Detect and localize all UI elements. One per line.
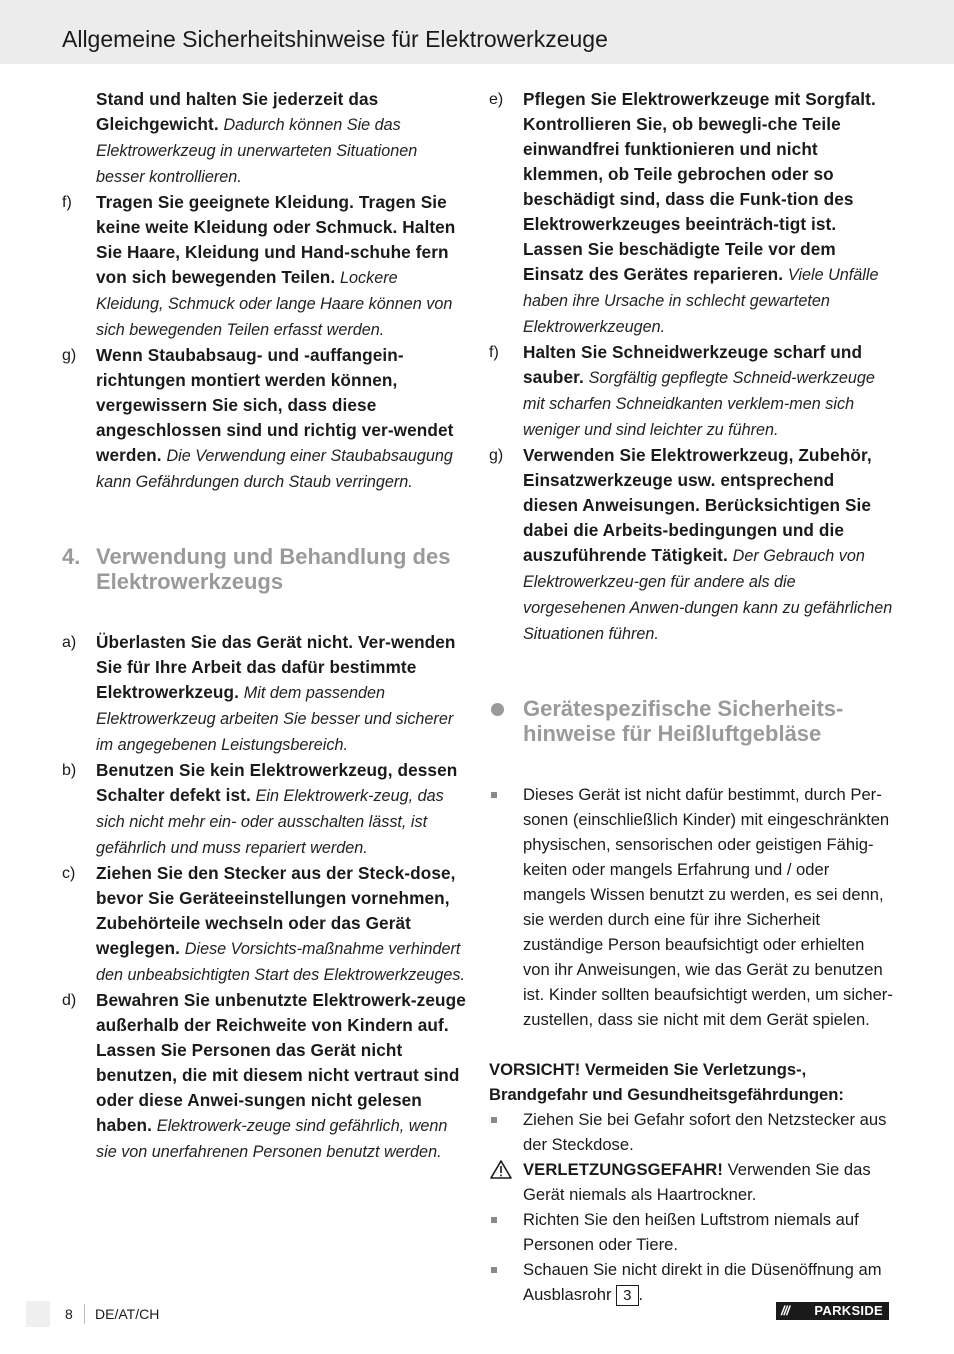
page-number: 8 xyxy=(65,1306,73,1322)
list-item xyxy=(62,758,467,861)
list-item xyxy=(62,861,467,988)
continued-item xyxy=(62,87,467,190)
square-bullet-icon xyxy=(491,792,497,798)
list-item xyxy=(489,340,894,443)
list-item xyxy=(62,630,467,758)
item-italic-text: Lockere Kleidung, Schmuck oder lange Haare können von sich bewegenden Teilen erfasst werden. xyxy=(96,269,453,339)
item-italic-text: Sorgfältig gepflegte Schneid-werkzeuge mit scharfen Schneidkanten verklem-men sich weniger und sind leichter zu führen. xyxy=(523,369,875,439)
section-heading xyxy=(62,544,467,594)
item-bold-text: Wenn Staubabsaug- und -auffangein-richtungen montiert werden können, vergewissern Sie sich, dass diese angeschlossen sind und richtig ver-wendet werden. xyxy=(96,345,454,465)
item-label: f) xyxy=(489,344,499,361)
item-italic-text: Elektrowerk-zeuge sind gefährlich, wenn sie von unerfahrenen Personen benutzt werden. xyxy=(96,1117,448,1161)
item-bold-text: Halten Sie Schneidwerkzeuge scharf und sauber. xyxy=(523,342,863,387)
bullet-text: Richten Sie den heißen Luftstrom niemals auf Personen oder Tiere. xyxy=(523,1210,859,1254)
warning-text: Verwenden Sie das Gerät niemals als Haartrockner. xyxy=(523,1160,871,1204)
list-item xyxy=(62,988,467,1165)
list-item xyxy=(62,190,467,343)
item-bold-text: Verwenden Sie Elektrowerkzeug, Zubehör, Einsatzwerkzeuge usw. entsprechend diesen Anweisungen. Berücksichtigen Sie dabei die Arbeits-bedingungen und die auszuführende Tätigkeit. xyxy=(523,445,872,565)
bullet-text: Schauen Sie nicht direkt in die Düsenöffnung am Ausblasrohr xyxy=(523,1260,882,1304)
left-column xyxy=(62,87,467,1165)
item-bold-text: Bewahren Sie unbenutzte Elektrowerk-zeuge außerhalb der Reichweite von Kindern auf. Lassen Sie Personen das Gerät nicht benutzen, die mit diesem nicht vertraut sind oder diese Anwei-sungen nicht gelesen haben. xyxy=(96,990,466,1135)
bullet-item xyxy=(489,1257,894,1307)
warning-bold-text: VERLETZUNGSGEFAHR! xyxy=(523,1160,724,1179)
item-italic-text: Dadurch können Sie das Elektrowerkzeug in unerwarteten Situationen besser kontrollieren. xyxy=(96,116,418,186)
item-italic-text: Viele Unfälle haben ihre Ursache in schlecht gewarteten Elektrowerkzeugen. xyxy=(523,266,879,336)
region-code: DE/AT/CH xyxy=(95,1306,160,1322)
item-italic-text: Die Verwendung einer Staubabsaugung kann Gefährdungen durch Staub verringern. xyxy=(96,447,453,491)
item-italic-text: Ein Elektrowerk-zeug, das sich nicht mehr ein- oder ausschalten lässt, ist gefährlich und muss repariert werden. xyxy=(96,787,444,857)
footer-divider xyxy=(84,1304,85,1324)
right-column xyxy=(489,87,894,1307)
caution-heading: VORSICHT! Vermeiden Sie Verletzungs-, Brandgefahr und Gesundheitsgefährdungen: xyxy=(489,1060,844,1104)
item-bold-text: Benutzen Sie kein Elektrowerkzeug, dessen Schalter defekt ist. xyxy=(96,760,458,805)
bullet-dot-icon xyxy=(491,703,504,716)
bullet-text: Dieses Gerät ist nicht dafür bestimmt, durch Per-sonen (einschließlich Kinder) mit eingeschränkten physischen, sensorischen oder geistigen Fähig-keiten oder mangels Erfahrung und / oder mangels Wissen benutzt zu werden, es sei denn, sie werden durch eine für ihre Sicherheit zuständige Person beaufsichtigt oder erhielten von ihr Anweisungen, wie das Gerät zu benutzen ist. Kinder sollten beaufsichtigt werden, um sicher-zustellen, dass sie nicht mit dem Gerät spielen. xyxy=(523,785,893,1029)
bullet-end-punct: . xyxy=(638,1285,644,1304)
item-label: e) xyxy=(489,91,504,108)
item-bold-text: Ziehen Sie den Stecker aus der Steck-dose, bevor Sie Geräteeinstellungen vornehmen, Zubehörteile wechseln oder das Gerät weglegen. xyxy=(96,863,456,958)
warning-item xyxy=(489,1157,894,1207)
item-label: f) xyxy=(62,194,72,211)
part-reference-box: 3 xyxy=(616,1285,638,1306)
section-title: Gerätespezifische Sicherheits-hinweise für Heißluftgebläse xyxy=(523,696,844,746)
item-bold-text: Pflegen Sie Elektrowerkzeuge mit Sorgfalt. Kontrollieren Sie, ob bewegli-che Teile einwandfrei funktionieren und nicht klemmen, ob Teile gebrochen oder so beschädigt sind, dass die Funk-tion des Elektrowerkzeuges beeinträch-tigt ist. Lassen Sie beschädigte Teile vor dem Einsatz des Gerätes reparieren. xyxy=(523,89,876,284)
bullet-item xyxy=(489,1207,894,1257)
bullet-text: Ziehen Sie bei Gefahr sofort den Netzstecker aus der Steckdose. xyxy=(523,1110,887,1154)
item-bold-text: Stand und halten Sie jederzeit das Gleichgewicht. xyxy=(96,89,379,134)
logo-stripes: /// xyxy=(781,1303,789,1318)
item-label: g) xyxy=(489,447,504,464)
square-bullet-icon xyxy=(491,1217,497,1223)
section-number: 4. xyxy=(62,544,81,569)
list-item xyxy=(489,87,894,340)
section-title: Verwendung und Behandlung des Elektrowerkzeugs xyxy=(96,544,451,594)
section-heading xyxy=(489,696,894,746)
item-italic-text: Der Gebrauch von Elektrowerkzeu-gen für andere als die vorgesehenen Anwen-dungen kann zu gefährlichen Situationen führen. xyxy=(523,547,893,643)
footer-marker xyxy=(26,1301,50,1327)
bullet-item xyxy=(489,1107,894,1157)
square-bullet-icon xyxy=(491,1117,497,1123)
item-label: c) xyxy=(62,865,76,882)
item-label: b) xyxy=(62,762,77,779)
item-italic-text: Diese Vorsichts-maßnahme verhindert den unbeabsichtigten Start des Elektrowerkzeuges. xyxy=(96,940,465,984)
list-item xyxy=(62,343,467,495)
item-bold-text: Tragen Sie geeignete Kleidung. Tragen Sie keine weite Kleidung oder Schmuck. Halten Sie Haare, Kleidung und Hand-schuhe fern von sich bewegenden Teilen. xyxy=(96,192,456,287)
square-bullet-icon xyxy=(491,1267,497,1273)
list-item xyxy=(489,443,894,647)
item-label: g) xyxy=(62,347,77,364)
logo-text: PARKSIDE xyxy=(814,1303,883,1318)
item-bold-text: Überlasten Sie das Gerät nicht. Ver-wenden Sie für Ihre Arbeit das dafür bestimmte Elektrowerkzeug. xyxy=(96,632,456,702)
warning-triangle-icon xyxy=(490,1160,512,1179)
brand-logo xyxy=(776,1302,889,1320)
item-italic-text: Mit dem passenden Elektrowerkzeug arbeiten Sie besser und sicherer im angegebenen Leistungsbereich. xyxy=(96,684,454,754)
page-title: Allgemeine Sicherheitshinweise für Elektrowerkzeuge xyxy=(62,26,608,52)
page-header xyxy=(0,0,954,64)
bullet-item xyxy=(489,782,894,1032)
item-label: a) xyxy=(62,634,77,651)
item-label: d) xyxy=(62,992,77,1009)
